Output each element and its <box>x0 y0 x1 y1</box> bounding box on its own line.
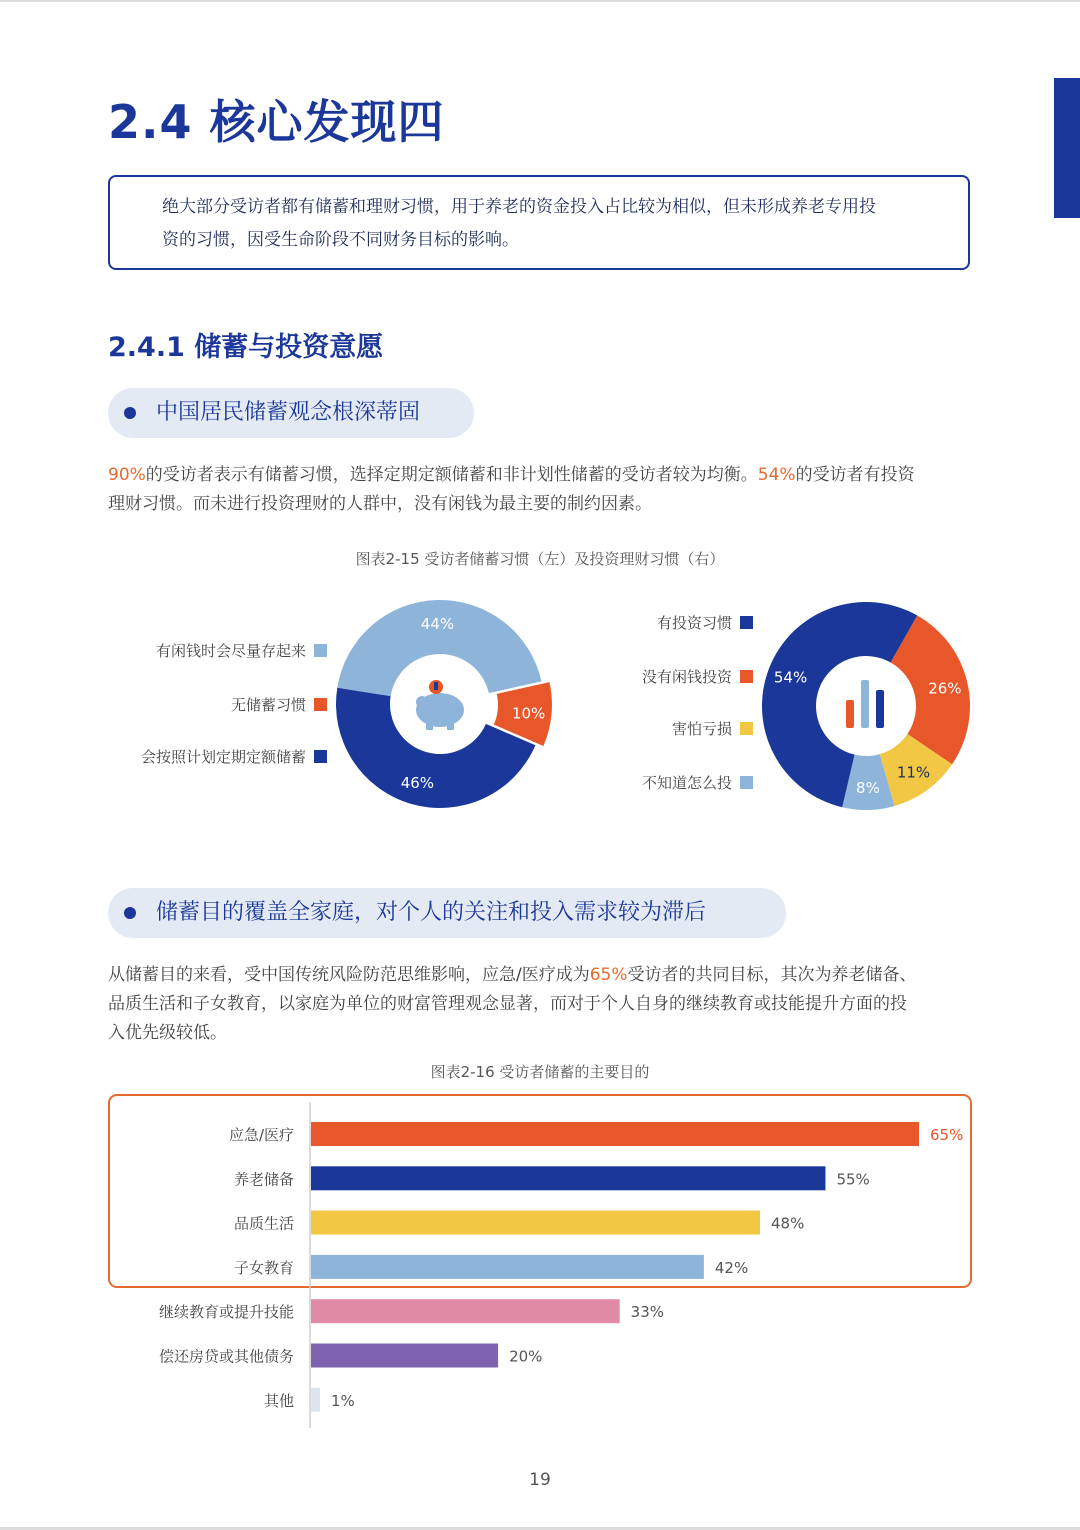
paragraph-1 <box>108 461 978 519</box>
legend-swatch <box>740 616 753 629</box>
bar <box>311 1255 704 1279</box>
donut-slice-label: 26% <box>928 679 962 698</box>
category-label: 应急/医疗 <box>228 1126 294 1144</box>
donut-slice-label: 44% <box>420 615 455 634</box>
paragraph-2-line-3: 入优先级较低。 <box>108 1023 227 1043</box>
highlight-54: 54% <box>757 465 796 485</box>
legend-label: 有投资习惯 <box>656 614 732 632</box>
bar-value-label: 48% <box>770 1214 805 1233</box>
highlight-65: 65% <box>589 965 628 985</box>
topic-pill-1-label: 中国居民储蓄观念根深蒂固 <box>156 400 421 425</box>
page-number: 19 <box>529 1470 551 1490</box>
legend-swatch <box>314 644 327 657</box>
bar-value-label: 42% <box>714 1258 749 1277</box>
bar <box>311 1299 620 1323</box>
paragraph-2-line-1 <box>108 961 978 990</box>
paragraph-1-text-b: 的受访者有投资 <box>795 465 915 485</box>
paragraph-1-line-2: 理财习惯。而未进行投资理财的人群中，没有闲钱为最主要的制约因素。 <box>108 494 652 514</box>
donut-slice-label: 11% <box>896 763 931 782</box>
legend-label: 害怕亏损 <box>671 720 732 738</box>
figure-caption-2: 图表2-16 受访者储蓄的主要目的 <box>430 1063 650 1081</box>
donut-slice-label: 54% <box>773 668 808 687</box>
category-label: 品质生活 <box>233 1214 294 1233</box>
legend-label: 无储蓄习惯 <box>230 696 306 714</box>
category-label: 偿还房贷或其他债务 <box>158 1347 294 1366</box>
legend-label: 有闲钱时会尽量存起来 <box>155 642 306 660</box>
legend-swatch <box>314 750 327 763</box>
paragraph-1-line-1 <box>108 461 978 490</box>
legend-label: 会按照计划定期定额储蓄 <box>140 748 306 766</box>
donut-slice-label: 8% <box>856 778 880 797</box>
bullet-dot-icon <box>124 407 136 419</box>
chapter-tab <box>1054 78 1080 218</box>
category-label: 养老储备 <box>233 1170 294 1189</box>
paragraph-1-text-a: 的受访者表示有储蓄习惯，选择定期定额储蓄和非计划性储蓄的受访者较为均衡。 <box>145 465 758 485</box>
category-label: 继续教育或提升技能 <box>158 1303 294 1322</box>
bar-value-label: 1% <box>331 1391 355 1410</box>
page-heading: 2.4 核心发现四 <box>108 95 445 149</box>
top-rule <box>0 0 1080 2</box>
section-heading: 2.4.1 储蓄与投资意愿 <box>108 332 384 363</box>
paragraph-2-text-a: 从储蓄目的来看，受中国传统风险防范思维影响，应急/医疗成为 <box>108 965 590 985</box>
bar <box>311 1122 919 1146</box>
category-label: 其他 <box>263 1391 294 1410</box>
figure-caption-1: 图表2-15 受访者储蓄习惯（左）及投资理财习惯（右） <box>355 550 725 568</box>
bar-chart-icon <box>846 680 884 728</box>
piggy-bank-icon <box>416 680 464 730</box>
topic-pill-2-label: 储蓄目的覆盖全家庭，对个人的关注和投入需求较为滞后 <box>156 900 707 925</box>
donut-slice-label: 10% <box>511 704 546 723</box>
bar <box>311 1211 760 1235</box>
bar-value-label: 65% <box>930 1126 964 1144</box>
donut-slice-label: 46% <box>400 773 435 792</box>
bar-value-label: 33% <box>630 1303 665 1322</box>
category-label: 子女教育 <box>233 1258 294 1277</box>
paragraph-2-line-2: 品质生活和子女教育，以家庭为单位的财富管理观念显著，而对于个人自身的继续教育或技能提升方面的投 <box>108 994 907 1014</box>
bar-value-label: 55% <box>836 1170 870 1189</box>
legend-swatch <box>740 670 753 683</box>
legend-swatch <box>740 722 753 735</box>
paragraph-2 <box>108 961 978 1048</box>
topic-pill-1 <box>108 388 474 438</box>
key-finding-box <box>108 175 970 270</box>
savings-purpose-bar-chart <box>0 1090 1080 1440</box>
legend-label: 没有闲钱投资 <box>641 668 732 686</box>
legend-swatch <box>314 698 327 711</box>
topic-pill-2 <box>108 888 786 938</box>
bar-value-label: 20% <box>509 1347 543 1366</box>
bar <box>311 1344 498 1368</box>
paragraph-2-text-b: 受访者的共同目标，其次为养老储备、 <box>627 965 917 985</box>
key-finding-line-1: 绝大部分受访者都有储蓄和理财习惯，用于养老的资金投入占比较为相似，但未形成养老专用投 <box>162 197 876 217</box>
bar <box>311 1388 320 1412</box>
legend-swatch <box>740 776 753 789</box>
savings-habit-donut-chart <box>100 590 560 820</box>
key-finding-line-2: 资的习惯，因受生命阶段不同财务目标的影响。 <box>162 230 519 250</box>
investment-habit-donut-chart <box>600 590 990 820</box>
legend-label: 不知道怎么投 <box>641 774 732 792</box>
highlight-90: 90% <box>108 465 146 485</box>
bullet-dot-icon <box>124 907 136 919</box>
bar <box>311 1166 825 1190</box>
